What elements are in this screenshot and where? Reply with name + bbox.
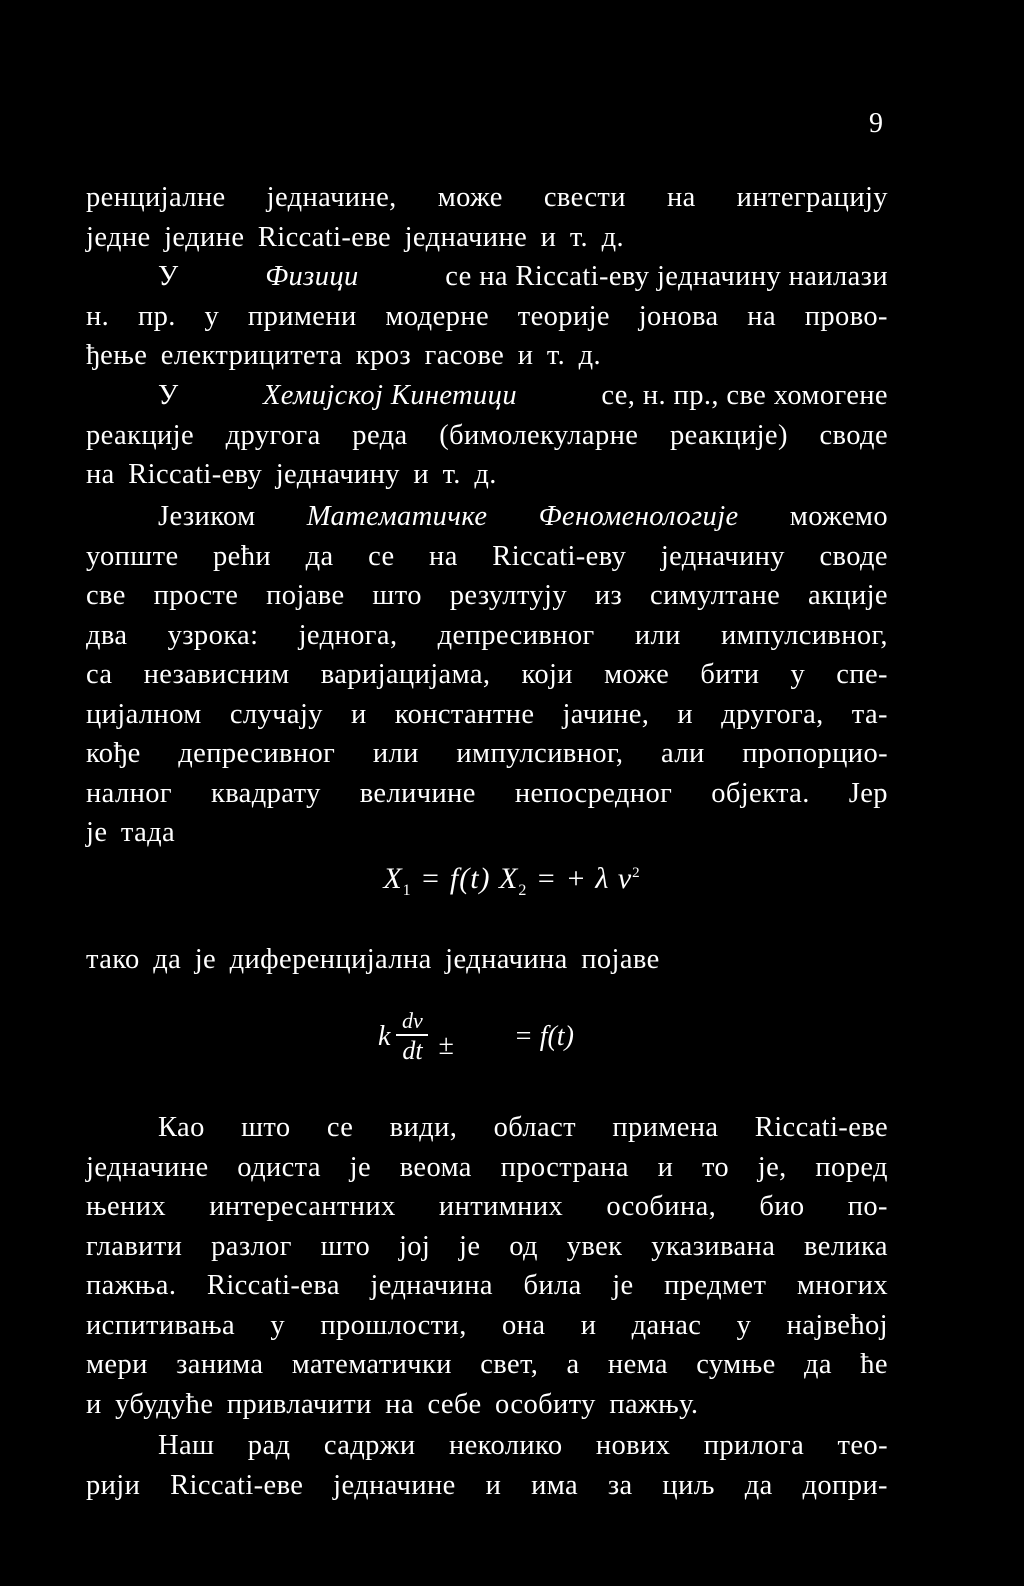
word: другога, <box>721 698 824 730</box>
word: предмет <box>664 1270 767 1301</box>
word: варијацијама, <box>320 659 491 690</box>
word: примени <box>247 300 357 332</box>
word: два <box>86 619 128 651</box>
word: рећи <box>213 540 272 572</box>
equation-2 <box>378 1010 574 1064</box>
word: на <box>429 540 458 572</box>
word: константне <box>394 698 535 730</box>
text-line: и убудуће привлачити на себе особиту пажњу. <box>86 1388 699 1420</box>
paragraph-2 <box>86 257 888 376</box>
word: и <box>351 698 367 730</box>
eq-symbol: = f(t) <box>513 1021 574 1052</box>
word: то <box>701 1151 730 1183</box>
italic-term: Феноменологије <box>538 501 739 532</box>
text-segment: У <box>158 380 179 411</box>
word: што <box>320 1230 371 1262</box>
text-line <box>86 576 888 616</box>
word: Јер <box>848 777 888 809</box>
text-line: ђење електрицитета кроз гасове и т. д. <box>86 340 602 371</box>
word: она <box>502 1309 546 1341</box>
word: просте <box>153 580 239 611</box>
word: Riccati-ева <box>206 1270 340 1301</box>
word: тео- <box>837 1430 888 1461</box>
paragraph-7 <box>86 1426 888 1505</box>
word: појаве <box>266 580 345 611</box>
paragraph-5 <box>86 940 888 980</box>
text-line: једне једине Riccati-еве једначине и т. д. <box>86 221 625 253</box>
text-line <box>86 1148 888 1188</box>
word: н. <box>86 300 110 332</box>
text-line <box>86 537 888 577</box>
word: види, <box>389 1112 458 1143</box>
word: реакције) <box>669 419 788 451</box>
italic-term: Математичке <box>306 501 488 532</box>
text-line <box>86 1108 888 1148</box>
text-line <box>86 297 888 337</box>
word: Riccati-еву <box>492 540 627 572</box>
word: мери <box>86 1349 148 1380</box>
italic-term: Физици <box>265 261 359 292</box>
text-line <box>86 655 888 695</box>
word: спе- <box>836 659 888 690</box>
word: у <box>790 659 806 690</box>
word: рији <box>86 1469 141 1501</box>
italic-term: Хемијској Кинетици <box>262 380 517 411</box>
word: прошлости, <box>320 1309 467 1341</box>
word: разлог <box>211 1230 292 1262</box>
word: у <box>736 1309 752 1341</box>
text-line <box>86 774 888 814</box>
word: неколико <box>448 1430 563 1461</box>
word: испитивања <box>86 1309 236 1341</box>
word: случају <box>229 698 323 730</box>
word: јачине, <box>562 698 650 730</box>
word: нема <box>607 1349 668 1380</box>
word: од <box>509 1230 538 1262</box>
word: акције <box>808 580 888 611</box>
word: депресивног <box>178 738 336 769</box>
eq-symbol: k <box>378 1021 391 1052</box>
text-line <box>86 497 888 537</box>
word: Наш <box>158 1430 215 1461</box>
word: или <box>634 619 681 651</box>
eq-symbol: X <box>383 862 403 895</box>
word: интимних <box>438 1191 564 1222</box>
word: величине <box>359 777 476 809</box>
word: бити <box>700 659 760 690</box>
eq-subscript: 1 <box>402 882 412 899</box>
eq-subscript: 2 <box>518 882 528 899</box>
word: се <box>368 540 395 572</box>
word: једначину <box>660 540 785 572</box>
word: и <box>580 1309 597 1341</box>
word: али <box>661 738 705 769</box>
word: садржи <box>323 1430 416 1461</box>
word: модерне <box>385 300 489 332</box>
word: указивана <box>651 1230 776 1262</box>
word: увек <box>566 1230 623 1262</box>
word: своде <box>819 540 888 572</box>
paragraph-3 <box>86 376 888 495</box>
word: данас <box>631 1309 702 1341</box>
word: са <box>86 659 113 690</box>
text-line <box>86 734 888 774</box>
word: што <box>241 1112 291 1143</box>
text-line <box>86 416 888 456</box>
word: своде <box>819 419 888 451</box>
word: област <box>493 1112 576 1143</box>
fraction <box>396 1010 428 1064</box>
word: симултане <box>650 580 781 611</box>
word: у <box>270 1309 286 1341</box>
word: може <box>437 182 503 213</box>
paragraph-6 <box>86 1108 888 1424</box>
word: веома <box>399 1151 472 1183</box>
word: који <box>521 659 573 690</box>
word: Као <box>158 1112 205 1143</box>
text-line <box>86 1227 888 1267</box>
eq-superscript: 2 <box>632 865 641 881</box>
word: по- <box>847 1191 888 1222</box>
text-line: тако да је диференцијална једначина појаве <box>86 944 660 975</box>
word: реакције <box>86 419 195 451</box>
word: једначине <box>86 1151 209 1183</box>
word: што <box>372 580 422 611</box>
word: може <box>604 659 670 690</box>
word: Riccati-еве <box>170 1469 304 1501</box>
word: највећој <box>786 1309 888 1341</box>
text-line <box>86 695 888 735</box>
word: кође <box>86 738 141 769</box>
word: је <box>612 1270 634 1301</box>
word: да <box>804 1349 832 1380</box>
eq-symbol: = f(t) <box>420 862 491 895</box>
word: била <box>523 1270 582 1301</box>
word: објекта. <box>711 777 810 809</box>
word: интересантних <box>209 1191 396 1222</box>
word: интеграцију <box>736 182 888 213</box>
word: или <box>372 738 419 769</box>
word: њених <box>86 1191 167 1222</box>
fraction-numerator: dv <box>402 1008 423 1033</box>
text-line: на Riccati-еву једначину и т. д. <box>86 459 497 490</box>
text-segment: се на Riccati-еву једначину наилази <box>445 261 888 292</box>
word: је, <box>757 1151 787 1183</box>
word: резултују <box>449 580 567 611</box>
word: свет, <box>480 1349 539 1380</box>
word: сумње <box>696 1349 776 1380</box>
text-line <box>86 1426 888 1466</box>
text-line <box>86 178 888 218</box>
text-line <box>86 1187 888 1227</box>
word: пространа <box>500 1151 629 1183</box>
text-segment: можемо <box>789 501 888 532</box>
plus-minus-symbol: ± <box>438 1030 454 1061</box>
eq-symbol: = + λ v <box>535 862 633 895</box>
word: на <box>747 300 776 332</box>
text-segment: се, н. пр., све хомогене <box>601 380 888 411</box>
text-line <box>86 1466 888 1506</box>
word: у <box>204 300 220 332</box>
word: теорије <box>517 300 610 332</box>
text-line <box>86 1266 888 1306</box>
word: једначина <box>370 1270 493 1301</box>
word: многих <box>796 1270 888 1301</box>
word: ће <box>860 1349 888 1380</box>
word: пажња. <box>86 1270 177 1301</box>
word: другога <box>225 419 321 451</box>
word: на <box>666 182 696 213</box>
word: Riccati-еве <box>754 1112 888 1143</box>
text-segment: Језиком <box>158 501 256 532</box>
word: импулсивног, <box>720 619 888 651</box>
word: јој <box>398 1230 431 1262</box>
word: прово- <box>804 300 888 332</box>
word: занима <box>176 1349 264 1380</box>
text-line <box>86 1345 888 1385</box>
word: пропорцио- <box>742 738 888 769</box>
word: једначине, <box>266 182 397 213</box>
text-segment: У <box>158 261 179 292</box>
word: реда <box>352 419 408 451</box>
word: та- <box>851 698 888 730</box>
word: квадрату <box>210 777 321 809</box>
word: рад <box>247 1430 291 1461</box>
word: је <box>349 1151 372 1183</box>
word: одиста <box>237 1151 321 1183</box>
word: је <box>459 1230 481 1262</box>
word: јонова <box>638 300 719 332</box>
word: се <box>326 1112 354 1143</box>
word: а <box>566 1349 580 1380</box>
word: особина, <box>606 1191 717 1222</box>
word: импулсивног, <box>456 738 624 769</box>
text-line <box>86 1306 888 1346</box>
word: има <box>531 1469 579 1501</box>
word: поред <box>815 1151 888 1183</box>
fraction-denominator: dt <box>402 1036 423 1065</box>
word: и <box>657 1151 674 1183</box>
equation-1 <box>0 862 1024 900</box>
word: велика <box>804 1230 888 1262</box>
page-number: 9 <box>869 108 884 139</box>
word: непосредног <box>514 777 673 809</box>
word: свести <box>543 182 626 213</box>
word: налног <box>86 777 172 809</box>
word: примена <box>612 1112 719 1143</box>
text-line <box>86 257 888 297</box>
word: допри- <box>802 1469 888 1501</box>
text-line <box>86 376 888 416</box>
word: да <box>305 540 334 572</box>
text-line: је тада <box>86 817 176 848</box>
eq-symbol: X <box>499 862 519 895</box>
word: једначине <box>333 1469 456 1501</box>
word: све <box>86 580 126 611</box>
word: да <box>744 1469 773 1501</box>
paragraph-1 <box>86 178 888 257</box>
paragraph-4 <box>86 497 888 853</box>
word: и <box>485 1469 502 1501</box>
word: цијалном <box>86 698 202 730</box>
word: главити <box>86 1230 183 1262</box>
word: циљ <box>662 1469 715 1501</box>
word: ренцијалне <box>86 182 226 213</box>
word: независним <box>143 659 290 690</box>
word: за <box>607 1469 633 1501</box>
word: уопште <box>86 540 179 572</box>
word: и <box>677 698 694 730</box>
text-line <box>86 616 888 656</box>
word: прилога <box>703 1430 805 1461</box>
word: пр. <box>137 300 176 332</box>
word: (бимолекуларне <box>439 419 639 451</box>
word: узрока: <box>167 619 259 651</box>
word: нових <box>595 1430 671 1461</box>
word: депресивног <box>437 619 595 651</box>
word: био <box>759 1191 805 1222</box>
word: математички <box>291 1349 452 1380</box>
word: једнога, <box>298 619 398 651</box>
word: из <box>594 580 623 611</box>
